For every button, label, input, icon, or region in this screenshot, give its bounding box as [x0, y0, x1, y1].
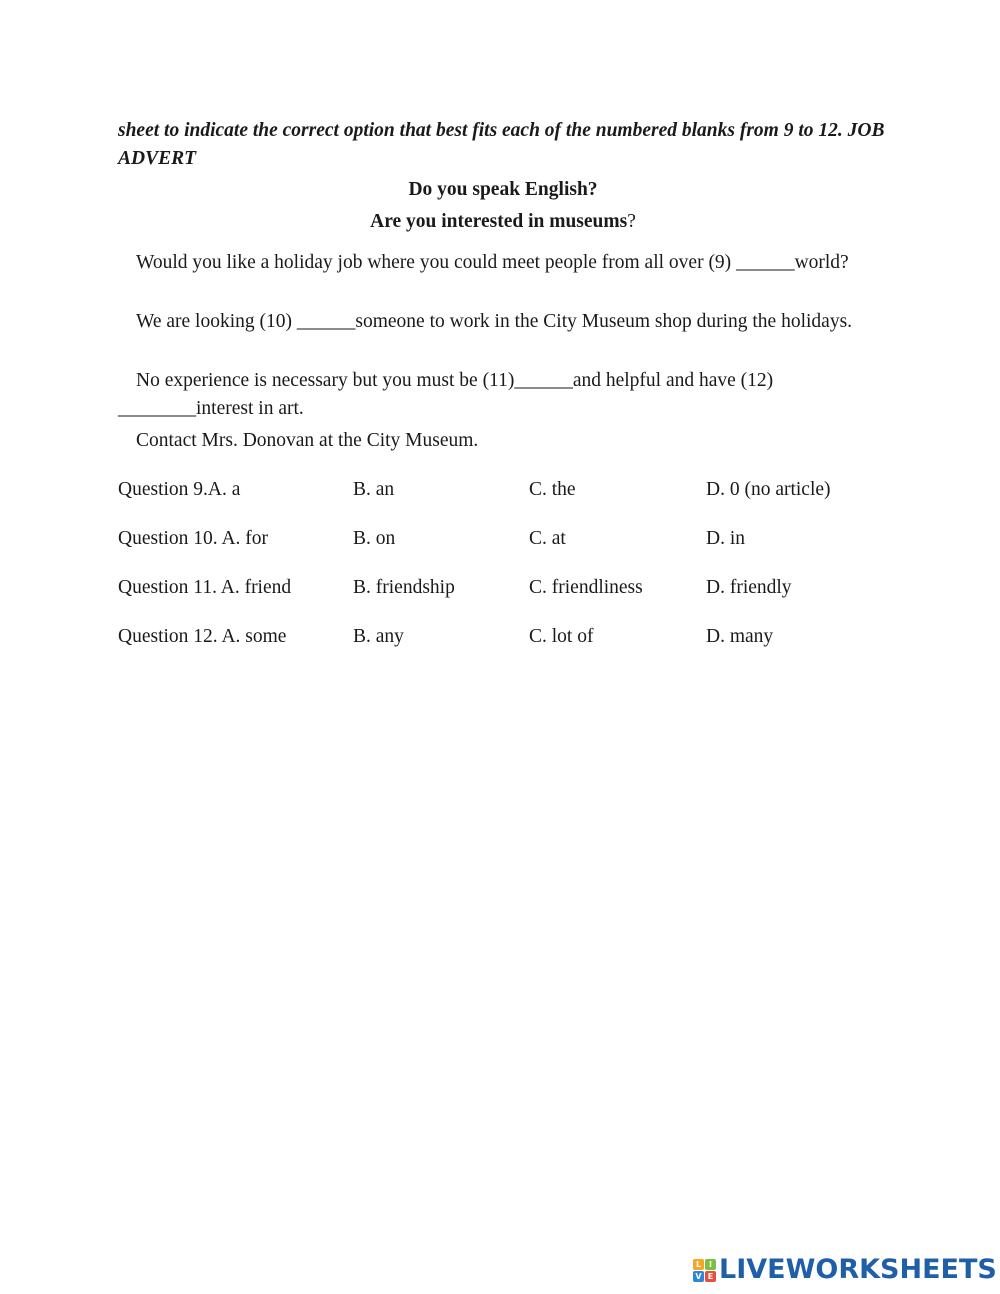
blank-11[interactable]: ______ — [514, 370, 573, 391]
option-d[interactable]: D. in — [706, 528, 745, 549]
paragraph-1 — [118, 249, 888, 277]
question-row-11 — [118, 574, 888, 602]
option-c[interactable]: C. at — [529, 528, 566, 549]
heading-line-1: Do you speak English? — [408, 179, 598, 200]
option-a[interactable]: Question 12. A. some — [118, 626, 287, 647]
option-d[interactable]: D. 0 (no article) — [706, 479, 831, 500]
paragraph-2-tail: someone to work in the City Museum shop during the holidays. — [355, 311, 853, 332]
option-c[interactable]: C. the — [529, 479, 576, 500]
logo-mark-icon — [693, 1259, 716, 1282]
option-d[interactable]: D. many — [706, 626, 774, 647]
heading-museums — [118, 208, 888, 236]
option-c[interactable]: C. friendliness — [529, 577, 643, 598]
option-a[interactable]: Question 11. A. friend — [118, 577, 292, 598]
option-c[interactable]: C. lot of — [529, 626, 594, 647]
heading-speak-english — [118, 176, 888, 204]
logo-mark-i: I — [705, 1259, 716, 1270]
blank-10[interactable]: ______ — [296, 311, 356, 332]
liveworksheets-logo — [693, 1255, 997, 1285]
paragraph-2 — [118, 308, 888, 336]
logo-mark-e: E — [705, 1271, 716, 1282]
paragraph-3-text: No experience is necessary but you must be (11) — [136, 370, 515, 391]
option-a[interactable]: Question 10. A. for — [118, 528, 269, 549]
paragraph-1-text: Would you like a holiday job where you could meet people from all over (9) — [136, 252, 737, 273]
blank-9[interactable]: ______ — [736, 252, 795, 273]
logo-text: LIVEWORKSHEETS — [719, 1254, 997, 1285]
logo-mark-l: L — [693, 1259, 704, 1270]
paragraph-3-middle: and helpful and have (12) — [572, 370, 774, 391]
option-b[interactable]: B. an — [353, 479, 395, 500]
heading-line-2: Are you interested in museums — [370, 211, 628, 232]
logo-mark-v: V — [693, 1271, 704, 1282]
question-row-10 — [118, 525, 888, 553]
option-a[interactable]: Question 9.A. a — [118, 479, 241, 500]
question-row-12 — [118, 623, 888, 651]
question-row-9 — [118, 476, 888, 504]
heading-line-2-mark: ? — [627, 211, 636, 232]
blank-12[interactable]: ________ — [118, 398, 196, 419]
paragraph-3-tail: interest in art. — [196, 398, 304, 419]
paragraph-1-tail: world? — [794, 252, 849, 273]
instruction-text: sheet to indicate the correct option that best fits each of the numbered blanks from 9 to 12. JOB ADVERT — [118, 120, 885, 169]
option-b[interactable]: B. friendship — [353, 577, 455, 598]
paragraph-3 — [118, 367, 888, 423]
paragraph-4: Contact Mrs. Donovan at the City Museum. — [136, 430, 479, 451]
option-b[interactable]: B. any — [353, 626, 404, 647]
option-d[interactable]: D. friendly — [706, 577, 792, 598]
paragraph-2-text: We are looking (10) — [136, 311, 297, 332]
option-b[interactable]: B. on — [353, 528, 396, 549]
